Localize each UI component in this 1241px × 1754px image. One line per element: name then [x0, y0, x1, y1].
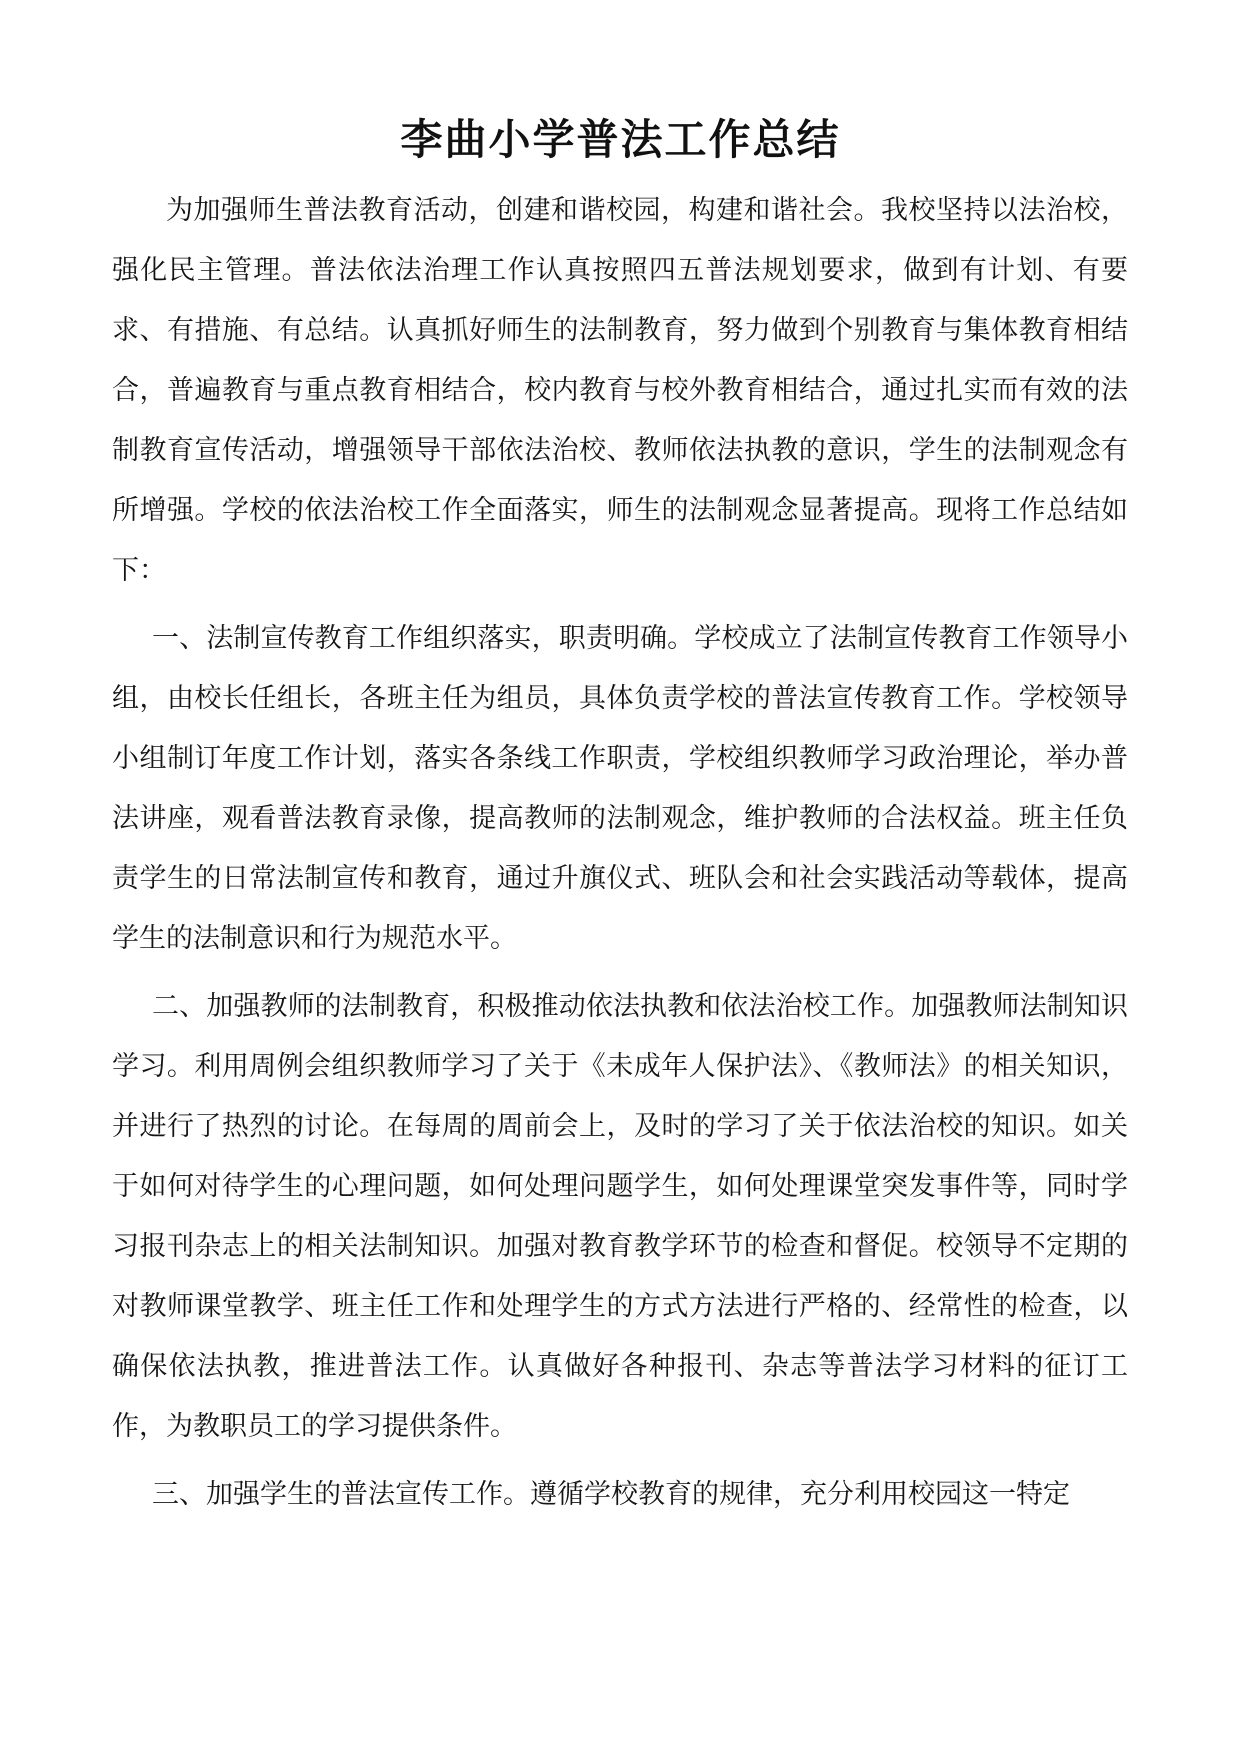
section-3-paragraph: 三、加强学生的普法宣传工作。遵循学校教育的规律，充分利用校园这一特定 — [152, 1479, 1070, 1510]
section-1-paragraph: 一、法制宣传教育工作组织落实，职责明确。学校成立了法制宣传教育工作领导小组，由校长任组长，各班主任为组员，具体负责学校的普法宣传教育工作。学校领导小组制订年度工作计划，落实各条线工作职责，学校组织教师学习政治理论，举办普法讲座，观看普法教育录像，提高教师的法制观念，维护教师的合法权益。班主任负责学生的日常法制宣传和教育，通过升旗仪式、班队会和社会实践活动等载体，提高学生的法制意识和行为规范水平。 — [112, 623, 1128, 954]
document-title: 李曲小学普法工作总结 — [400, 115, 841, 164]
intro-paragraph: 为加强师生普法教育活动，创建和谐校园，构建和谐社会。我校坚持以法治校，强化民主管理。普法依法治理工作认真按照四五普法规划要求，做到有计划、有要求、有措施、有总结。认真抓好师生的法制教育，努力做到个别教育与集体教育相结合，普遍教育与重点教育相结合，校内教育与校外教育相结合，通过扎实而有效的法制教育宣传活动，增强领导干部依法治校、教师依法执教的意识，学生的法制观念有所增强。学校的依法治校工作全面落实，师生的法制观念显著提高。现将工作总结如下： — [112, 195, 1128, 586]
document-body — [112, 181, 1128, 1525]
section-2-paragraph: 二、加强教师的法制教育，积极推动依法执教和依法治校工作。加强教师法制知识学习。利用周例会组织教师学习了关于《未成年人保护法》、《教师法》的相关知识，并进行了热烈的讨论。在每周的周前会上，及时的学习了关于依法治校的知识。如关于如何对待学生的心理问题，如何处理问题学生，如何处理课堂突发事件等，同时学习报刊杂志上的相关法制知识。加强对教育教学环节的检查和督促。校领导不定期的对教师课堂教学、班主任工作和处理学生的方式方法进行严格的、经常性的检查，以确保依法执教，推进普法工作。认真做好各种报刊、杂志等普法学习材料的征订工作，为教职员工的学习提供条件。 — [112, 991, 1128, 1442]
